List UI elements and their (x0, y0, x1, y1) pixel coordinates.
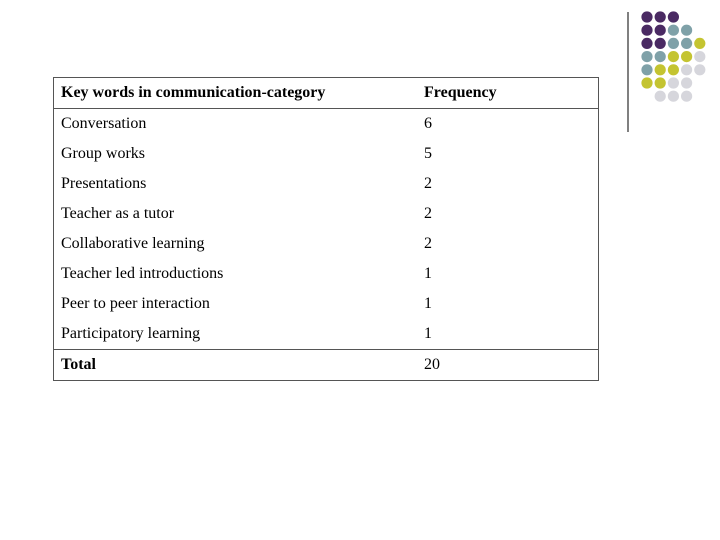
row-frequency: 1 (424, 295, 432, 312)
decorative-dot (694, 64, 705, 75)
total-label: Total (61, 356, 96, 373)
decorative-dot (655, 64, 666, 75)
decorative-dot (641, 77, 652, 88)
decorative-dot (641, 64, 652, 75)
decorative-dot (655, 77, 666, 88)
decorative-dot (655, 38, 666, 49)
table-total-row (54, 349, 598, 381)
row-keyword: Conversation (61, 115, 147, 132)
table-row (54, 259, 598, 289)
row-frequency: 5 (424, 145, 432, 162)
header-keywords: Key words in communication-category (61, 84, 326, 101)
row-keyword: Presentations (61, 175, 147, 192)
decorative-dot (681, 77, 692, 88)
decorative-dot (641, 25, 652, 36)
decorative-dot (668, 77, 679, 88)
row-keyword: Participatory learning (61, 325, 201, 342)
decorative-dot (681, 25, 692, 36)
decorative-dot (655, 51, 666, 62)
row-frequency: 6 (424, 115, 432, 132)
row-keyword: Teacher led introductions (61, 265, 224, 282)
decorative-dot (655, 11, 666, 22)
decorative-dot (641, 51, 652, 62)
row-frequency: 2 (424, 235, 432, 252)
table-row (54, 229, 598, 259)
decorative-dot (681, 38, 692, 49)
decorative-dot (668, 91, 679, 102)
decorative-dot (641, 11, 652, 22)
table-header-row (54, 78, 598, 109)
decorative-dot (681, 91, 692, 102)
decorative-dot (668, 38, 679, 49)
table-row (54, 109, 598, 139)
table-row (54, 319, 598, 349)
table-row (54, 169, 598, 199)
table-row (54, 199, 598, 229)
row-keyword: Collaborative learning (61, 235, 205, 252)
total-value: 20 (424, 356, 440, 373)
decorative-dot (655, 25, 666, 36)
row-frequency: 1 (424, 325, 432, 342)
decorative-dot (668, 25, 679, 36)
decorative-dot (668, 51, 679, 62)
row-frequency: 2 (424, 175, 432, 192)
decorative-dot (655, 91, 666, 102)
decorative-dot (668, 64, 679, 75)
decorative-dot (668, 11, 679, 22)
decorative-dot (681, 51, 692, 62)
decorative-dot (641, 38, 652, 49)
header-frequency: Frequency (424, 84, 497, 101)
row-keyword: Peer to peer interaction (61, 295, 210, 312)
table-row (54, 289, 598, 319)
row-keyword: Teacher as a tutor (61, 205, 175, 222)
decorative-dot (694, 51, 705, 62)
decorative-dot (681, 64, 692, 75)
decorative-dot (694, 38, 705, 49)
row-frequency: 2 (424, 205, 432, 222)
row-keyword: Group works (61, 145, 145, 162)
frequency-table (53, 77, 599, 381)
table-row (54, 139, 598, 169)
row-frequency: 1 (424, 265, 432, 282)
